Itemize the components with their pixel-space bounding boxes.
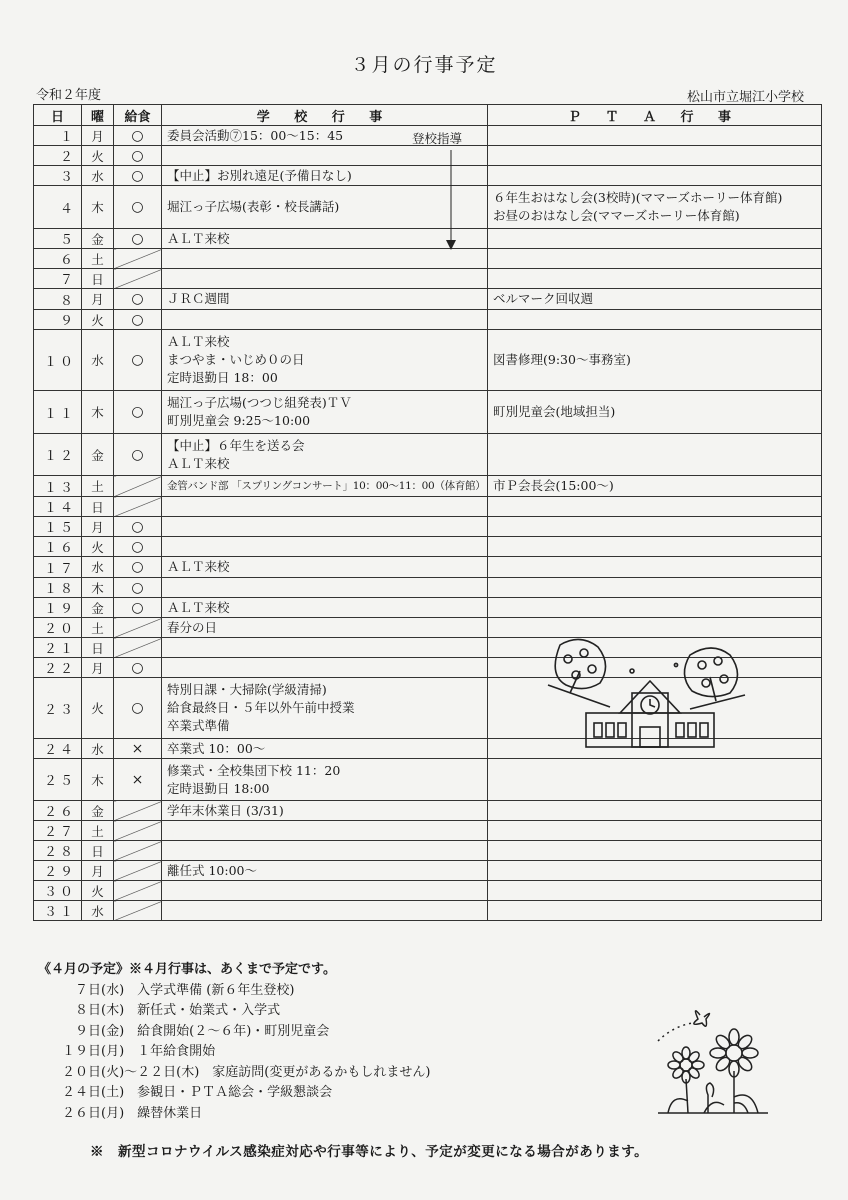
table-row — [34, 476, 822, 497]
april-item: ９日(金) 給食開始(２～６年)・町別児童会 — [62, 1023, 330, 1039]
day-cell: ２０ — [34, 618, 82, 638]
school-event-line: ＡＬＴ来校 — [167, 559, 230, 574]
weekday-cell: 月 — [82, 517, 114, 537]
change-notice: ※ 新型コロナウイルス感染症対応や行事等により、予定が変更になる場合があります。 — [90, 1144, 649, 1160]
table-row — [34, 821, 822, 841]
table-row — [34, 801, 822, 821]
lunch-cell — [114, 841, 162, 861]
pta-event-cell — [488, 249, 822, 269]
lunch-cell — [114, 821, 162, 841]
day-cell: ２ — [34, 146, 82, 166]
school-event-cell — [162, 759, 488, 801]
weekday-cell: 木 — [82, 578, 114, 598]
school-event-line: 学年末休業日 (3/31) — [167, 802, 284, 818]
table-row — [34, 901, 822, 921]
pta-event-cell — [488, 517, 822, 537]
table-row — [34, 881, 822, 901]
table-row — [34, 557, 822, 578]
pta-event-cell — [488, 801, 822, 821]
lunch-cell: ○ — [114, 126, 162, 146]
weekday-cell: 土 — [82, 618, 114, 638]
school-event-line: まつやま・いじめ０の日 — [167, 352, 305, 367]
weekday-cell: 日 — [82, 497, 114, 517]
guidance-label: 登校指導 — [412, 131, 463, 146]
lunch-cell — [114, 269, 162, 289]
lunch-cell — [114, 249, 162, 269]
school-event-line: 定時退勤日 18：00 — [167, 370, 278, 385]
day-cell: １０ — [34, 330, 82, 391]
table-row — [34, 186, 822, 229]
school-event-cell — [162, 638, 488, 658]
pta-event-line: お昼のおはなし会(ママーズホーリー体育館) — [493, 208, 740, 223]
lunch-cell: ○ — [114, 658, 162, 678]
weekday-cell: 水 — [82, 557, 114, 578]
day-cell: １８ — [34, 578, 82, 598]
weekday-cell: 水 — [82, 901, 114, 921]
day-cell: ３１ — [34, 901, 82, 921]
school-event-line: ＡＬＴ来校 — [167, 334, 230, 349]
day-cell: ４ — [34, 186, 82, 229]
weekday-cell: 金 — [82, 598, 114, 618]
school-event-line: ＡＬＴ来校 — [167, 230, 230, 246]
pta-event-cell — [488, 497, 822, 517]
table-row — [34, 146, 822, 166]
school-event-cell — [162, 821, 488, 841]
school-building-icon — [540, 635, 755, 755]
day-cell: ３ — [34, 166, 82, 186]
pta-event-cell — [488, 557, 822, 578]
school-event-cell — [162, 229, 488, 249]
lunch-cell: ○ — [114, 434, 162, 476]
school-event-line: 春分の日 — [167, 619, 218, 635]
weekday-cell: 金 — [82, 434, 114, 476]
lunch-cell: ○ — [114, 391, 162, 434]
table-row — [34, 578, 822, 598]
day-cell: １５ — [34, 517, 82, 537]
april-title: 《４月の予定》※４月行事は、あくまで予定です。 — [38, 962, 336, 977]
weekday-cell: 火 — [82, 881, 114, 901]
event-calendar-table — [33, 104, 822, 921]
flowers-butterfly-icon — [648, 1005, 778, 1120]
weekday-cell: 土 — [82, 249, 114, 269]
school-event-cell — [162, 658, 488, 678]
april-schedule — [38, 960, 431, 1124]
april-item: ２０日(火)～２２日(木) 家庭訪問(変更があるかもしれません) — [62, 1064, 431, 1080]
school-event-cell — [162, 901, 488, 921]
table-row — [34, 310, 822, 330]
weekday-cell: 火 — [82, 678, 114, 739]
day-cell: ２８ — [34, 841, 82, 861]
weekday-cell: 金 — [82, 229, 114, 249]
day-cell: １３ — [34, 476, 82, 497]
col-lunch: 給食 — [114, 105, 162, 126]
april-item: １９日(月) １年給食開始 — [62, 1044, 216, 1059]
day-cell: ９ — [34, 310, 82, 330]
day-cell: ２２ — [34, 658, 82, 678]
pta-event-line: 市Ｐ会長会(15:00～) — [493, 478, 614, 493]
day-cell: ６ — [34, 249, 82, 269]
school-event-line: 堀江っ子広場(表彰・校長講話) — [167, 199, 340, 214]
lunch-cell — [114, 861, 162, 881]
lunch-cell: ○ — [114, 146, 162, 166]
lunch-cell: ○ — [114, 517, 162, 537]
pta-event-cell — [488, 578, 822, 598]
day-cell: １９ — [34, 598, 82, 618]
school-event-cell — [162, 186, 488, 229]
school-event-line: ＡＬＴ来校 — [167, 599, 230, 615]
school-event-cell — [162, 598, 488, 618]
school-event-cell — [162, 517, 488, 537]
lunch-cell: ○ — [114, 289, 162, 310]
weekday-cell: 日 — [82, 841, 114, 861]
school-event-cell — [162, 434, 488, 476]
table-row — [34, 166, 822, 186]
table-row — [34, 269, 822, 289]
table-row — [34, 249, 822, 269]
day-cell: ２５ — [34, 759, 82, 801]
pta-event-cell — [488, 269, 822, 289]
lunch-cell: ○ — [114, 678, 162, 739]
pta-event-cell — [488, 289, 822, 310]
pta-event-cell — [488, 330, 822, 391]
pta-event-line: ６年生おはなし会(3校時)(ママーズホーリー体育館) — [493, 190, 783, 205]
pta-event-cell — [488, 901, 822, 921]
lunch-cell: ○ — [114, 330, 162, 391]
school-event-cell — [162, 497, 488, 517]
lunch-cell: × — [114, 739, 162, 759]
lunch-cell: ○ — [114, 166, 162, 186]
pta-event-cell — [488, 434, 822, 476]
school-event-line: 修業式・全校集団下校 11：20 — [167, 762, 341, 778]
weekday-cell: 火 — [82, 537, 114, 557]
table-row — [34, 841, 822, 861]
lunch-cell: ○ — [114, 537, 162, 557]
weekday-cell: 土 — [82, 821, 114, 841]
pta-event-line: ベルマーク回収週 — [493, 291, 594, 306]
pta-event-cell — [488, 476, 822, 497]
school-event-cell — [162, 476, 488, 497]
school-event-cell — [162, 618, 488, 638]
table-row — [34, 434, 822, 476]
school-event-cell — [162, 801, 488, 821]
weekday-cell: 木 — [82, 186, 114, 229]
pta-event-cell — [488, 821, 822, 841]
table-row — [34, 861, 822, 881]
col-school-events: 学 校 行 事 — [162, 105, 488, 126]
table-row — [34, 229, 822, 249]
april-item: ２６日(月) 繰替休業日 — [62, 1105, 203, 1121]
weekday-cell: 月 — [82, 658, 114, 678]
col-pta-events: Ｐ Ｔ Ａ 行 事 — [488, 105, 822, 126]
pta-event-line: 図書修理(9:30～事務室) — [493, 352, 631, 367]
school-event-cell — [162, 861, 488, 881]
weekday-cell: 日 — [82, 269, 114, 289]
fiscal-year: 令和２年度 — [36, 88, 102, 103]
april-item: ２４日(土) 参観日・ＰＴＡ総会・学級懇談会 — [62, 1085, 333, 1100]
weekday-cell: 月 — [82, 861, 114, 881]
lunch-cell: ○ — [114, 557, 162, 578]
table-row — [34, 537, 822, 557]
col-day: 日 — [34, 105, 82, 126]
lunch-cell — [114, 901, 162, 921]
table-header-row — [34, 105, 822, 126]
school-event-cell — [162, 330, 488, 391]
weekday-cell: 水 — [82, 166, 114, 186]
table-row — [34, 598, 822, 618]
day-cell: ７ — [34, 269, 82, 289]
table-row — [34, 759, 822, 801]
school-event-line: 委員会活動⑦15：00～15：45 — [167, 127, 344, 143]
pta-event-cell — [488, 841, 822, 861]
day-cell: ２３ — [34, 678, 82, 739]
pta-event-cell — [488, 391, 822, 434]
pta-event-cell — [488, 598, 822, 618]
school-event-line: ＪＲＣ週間 — [167, 291, 230, 306]
april-item: ７日(水) 入学式準備 (新６年生登校) — [62, 982, 295, 998]
school-event-cell — [162, 249, 488, 269]
pta-event-line: 町別児童会(地域担当) — [493, 404, 616, 419]
pta-event-cell — [488, 861, 822, 881]
weekday-cell: 土 — [82, 476, 114, 497]
school-event-cell — [162, 310, 488, 330]
school-name: 松山市立堀江小学校 — [686, 90, 804, 105]
day-cell: ５ — [34, 229, 82, 249]
table-row — [34, 517, 822, 537]
lunch-cell — [114, 497, 162, 517]
weekday-cell: 水 — [82, 330, 114, 391]
school-event-line: 特別日課・大掃除(学級清掃) — [167, 682, 327, 697]
page-title: ３月の行事予定 — [350, 54, 498, 76]
school-event-line: 【中止】６年生を送る会 — [167, 437, 305, 453]
day-cell: ２１ — [34, 638, 82, 658]
lunch-cell: ○ — [114, 598, 162, 618]
school-event-line: 定時退勤日 18:00 — [167, 780, 270, 796]
school-event-cell — [162, 578, 488, 598]
pta-event-cell — [488, 310, 822, 330]
day-cell: １１ — [34, 391, 82, 434]
lunch-cell — [114, 881, 162, 901]
weekday-cell: 金 — [82, 801, 114, 821]
pta-event-cell — [488, 229, 822, 249]
weekday-cell: 火 — [82, 146, 114, 166]
lunch-cell: ○ — [114, 229, 162, 249]
school-event-line: ＡＬＴ来校 — [167, 455, 230, 471]
lunch-cell — [114, 638, 162, 658]
weekday-cell: 木 — [82, 391, 114, 434]
day-cell: ２４ — [34, 739, 82, 759]
col-weekday: 曜 — [82, 105, 114, 126]
lunch-cell — [114, 476, 162, 497]
weekday-cell: 日 — [82, 638, 114, 658]
pta-event-cell — [488, 186, 822, 229]
table-row — [34, 289, 822, 310]
pta-event-cell — [488, 537, 822, 557]
day-cell: ８ — [34, 289, 82, 310]
school-event-line: 町別児童会 9:25～10:00 — [167, 413, 311, 428]
april-item: ８日(木) 新任式・始業式・入学式 — [62, 1003, 281, 1018]
table-row — [34, 391, 822, 434]
school-event-cell — [162, 391, 488, 434]
pta-event-cell — [488, 759, 822, 801]
day-cell: １７ — [34, 557, 82, 578]
day-cell: １ — [34, 126, 82, 146]
day-cell: ２７ — [34, 821, 82, 841]
school-event-cell — [162, 537, 488, 557]
school-event-line: 卒業式準備 — [167, 718, 230, 733]
school-event-cell — [162, 881, 488, 901]
school-event-cell — [162, 289, 488, 310]
pta-event-cell — [488, 166, 822, 186]
school-event-line: 金管バンド部 「スプリングコンサート」10：00～11：00（体育館） — [167, 480, 486, 492]
weekday-cell: 月 — [82, 289, 114, 310]
lunch-cell: ○ — [114, 578, 162, 598]
school-event-line: 給食最終日・５年以外午前中授業 — [167, 700, 355, 715]
table-row — [34, 497, 822, 517]
school-event-cell — [162, 678, 488, 739]
day-cell: ３０ — [34, 881, 82, 901]
day-cell: １４ — [34, 497, 82, 517]
day-cell: １６ — [34, 537, 82, 557]
school-event-cell — [162, 739, 488, 759]
school-event-line: 堀江っ子広場(つつじ組発表)ＴＶ — [167, 395, 352, 410]
school-event-cell — [162, 269, 488, 289]
lunch-cell: ○ — [114, 186, 162, 229]
school-event-cell — [162, 557, 488, 578]
pta-event-cell — [488, 126, 822, 146]
table-row — [34, 330, 822, 391]
day-cell: ２９ — [34, 861, 82, 881]
lunch-cell — [114, 618, 162, 638]
weekday-cell: 水 — [82, 739, 114, 759]
day-cell: １２ — [34, 434, 82, 476]
school-event-cell — [162, 841, 488, 861]
day-cell: ２６ — [34, 801, 82, 821]
lunch-cell: × — [114, 759, 162, 801]
school-event-cell — [162, 166, 488, 186]
weekday-cell: 月 — [82, 126, 114, 146]
school-event-line: 【中止】お別れ遠足(予備日なし) — [167, 167, 352, 183]
weekday-cell: 火 — [82, 310, 114, 330]
arrow-down-icon — [445, 150, 457, 252]
pta-event-cell — [488, 881, 822, 901]
pta-event-cell — [488, 146, 822, 166]
school-event-line: 離任式 10:00～ — [167, 862, 257, 878]
weekday-cell: 木 — [82, 759, 114, 801]
school-event-line: 卒業式 10：00～ — [167, 740, 266, 756]
lunch-cell — [114, 801, 162, 821]
lunch-cell: ○ — [114, 310, 162, 330]
school-event-cell — [162, 146, 488, 166]
